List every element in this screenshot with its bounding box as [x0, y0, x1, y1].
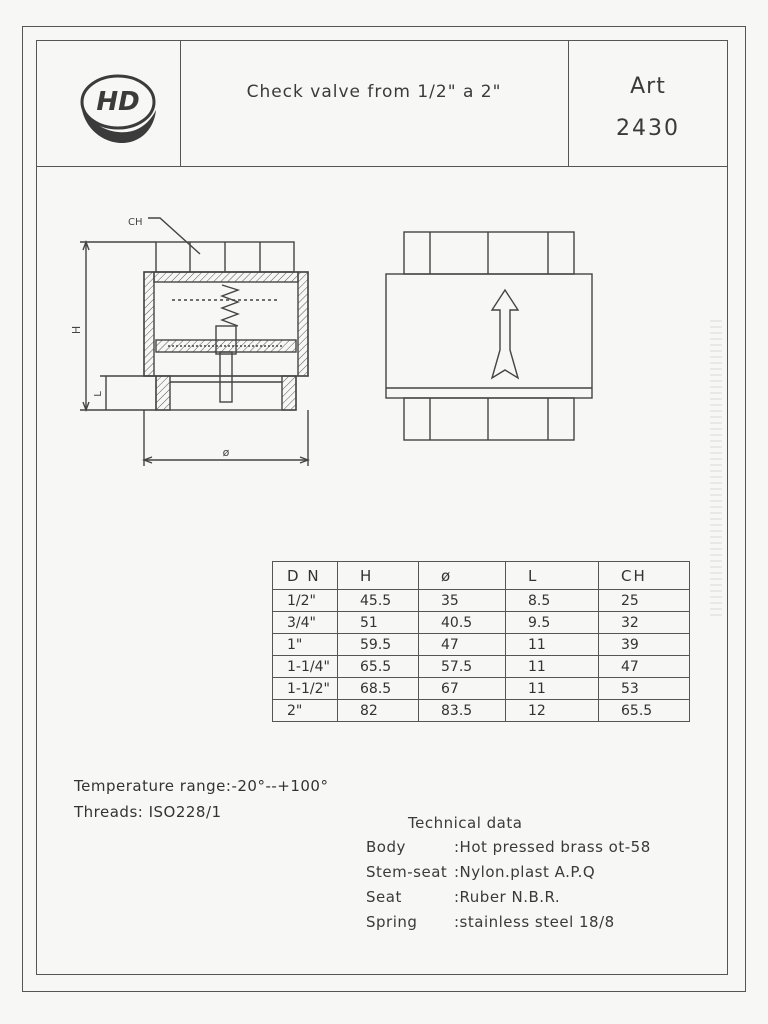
- tech-row-stem-seat: [366, 863, 595, 881]
- temperature-note: Temperature range:-20°--+100°: [74, 777, 329, 795]
- table-header-row: [273, 562, 690, 590]
- cell-phi: 40.5: [419, 612, 506, 634]
- page-title: Check valve from 1/2" a 2": [246, 82, 502, 102]
- cell-h: 65.5: [338, 656, 419, 678]
- tech-value: :Nylon.plast A.P.Q: [454, 863, 596, 881]
- tech-label: Spring: [366, 913, 418, 931]
- table-row: [273, 656, 690, 678]
- ch-label: CH: [128, 217, 143, 228]
- cell-h: 45.5: [338, 590, 419, 612]
- tech-value: :Hot pressed brass ot-58: [454, 838, 651, 856]
- section-view: [80, 218, 308, 466]
- cell-phi: 35: [419, 590, 506, 612]
- tech-row-seat: [366, 888, 560, 906]
- flow-arrow-icon: [492, 290, 518, 378]
- cell-dn: 3/4": [273, 612, 338, 634]
- cell-l: 11: [506, 656, 599, 678]
- tech-value: :stainless steel 18/8: [454, 913, 615, 931]
- col-header-ch: CH: [599, 562, 690, 590]
- cell-h: 82: [338, 700, 419, 722]
- cell-ch: 39: [599, 634, 690, 656]
- cell-h: 51: [338, 612, 419, 634]
- article-number: 2430: [616, 116, 680, 141]
- cell-ch: 32: [599, 612, 690, 634]
- tech-row-spring: [366, 913, 615, 931]
- col-header-dn: D N: [273, 562, 338, 590]
- col-header-l: L: [506, 562, 599, 590]
- external-view: [386, 232, 592, 440]
- cell-l: 9.5: [506, 612, 599, 634]
- table-row: [273, 612, 690, 634]
- tech-label: Seat: [366, 888, 402, 906]
- cell-phi: 67: [419, 678, 506, 700]
- cell-dn: 2": [273, 700, 338, 722]
- tech-row-body: [366, 838, 651, 856]
- cell-ch: 53: [599, 678, 690, 700]
- cell-l: 11: [506, 634, 599, 656]
- cell-ch: 65.5: [599, 700, 690, 722]
- logo-text: HD: [96, 87, 140, 117]
- cell-phi: 57.5: [419, 656, 506, 678]
- scan-artifact: [710, 320, 722, 620]
- article-label: Art: [630, 74, 666, 99]
- h-label: H: [70, 325, 83, 335]
- threads-note: Threads: ISO228/1: [74, 803, 222, 821]
- cell-dn: 1-1/2": [273, 678, 338, 700]
- col-header-phi: ø: [419, 562, 506, 590]
- tech-label: Body: [366, 838, 406, 856]
- l-label: L: [93, 391, 104, 397]
- cell-l: 12: [506, 700, 599, 722]
- table-row: [273, 590, 690, 612]
- cell-dn: 1/2": [273, 590, 338, 612]
- table-row: [273, 700, 690, 722]
- table-row: [273, 678, 690, 700]
- cell-l: 8.5: [506, 590, 599, 612]
- cell-phi: 83.5: [419, 700, 506, 722]
- cell-ch: 47: [599, 656, 690, 678]
- dimensions-table: [272, 561, 690, 722]
- cell-h: 68.5: [338, 678, 419, 700]
- cell-ch: 25: [599, 590, 690, 612]
- phi-label: ø: [222, 446, 230, 459]
- tech-label: Stem-seat: [366, 863, 448, 881]
- tech-value: :Ruber N.B.R.: [454, 888, 561, 906]
- cell-h: 59.5: [338, 634, 419, 656]
- cell-l: 11: [506, 678, 599, 700]
- table-row: [273, 634, 690, 656]
- technical-data-title: Technical data: [408, 814, 523, 832]
- cell-dn: 1-1/4": [273, 656, 338, 678]
- col-header-h: H: [338, 562, 419, 590]
- cell-dn: 1": [273, 634, 338, 656]
- cell-phi: 47: [419, 634, 506, 656]
